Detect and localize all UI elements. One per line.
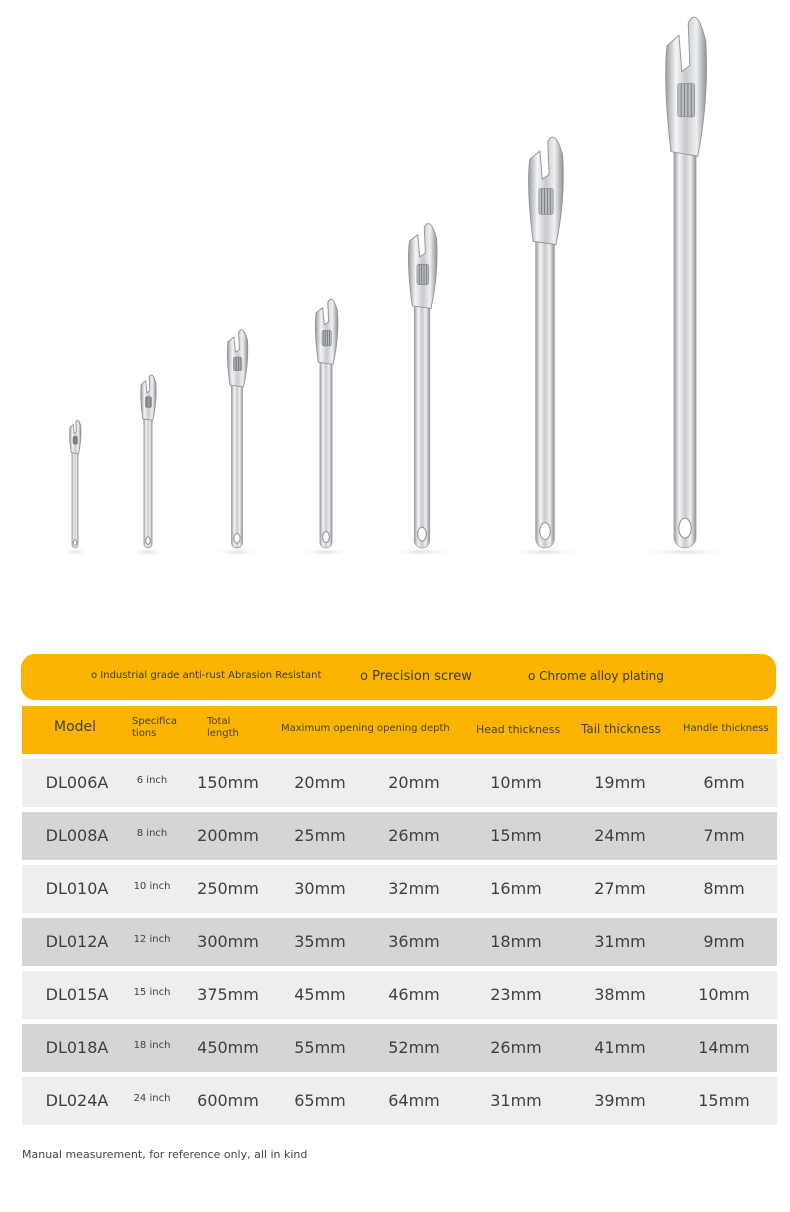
header-specifications: Specifica tions bbox=[132, 716, 178, 739]
wrench-illustration bbox=[388, 224, 455, 556]
cell-depth: 46mm bbox=[388, 985, 440, 1004]
header-handle-thickness: Handle thickness bbox=[683, 723, 769, 734]
cell-model: DL008A bbox=[45, 826, 109, 845]
features-banner bbox=[21, 654, 776, 700]
cell-handle: 8mm bbox=[703, 879, 745, 898]
cell-tail: 27mm bbox=[594, 879, 646, 898]
wrench-illustration bbox=[300, 299, 353, 556]
wrench-illustration bbox=[504, 137, 586, 556]
cell-model: DL010A bbox=[45, 879, 109, 898]
cell-head: 23mm bbox=[490, 985, 542, 1004]
cell-depth: 64mm bbox=[388, 1091, 440, 1110]
cell-opening: 35mm bbox=[294, 932, 346, 951]
cell-head: 16mm bbox=[490, 879, 542, 898]
cell-length: 600mm bbox=[197, 1091, 259, 1110]
cell-tail: 39mm bbox=[594, 1091, 646, 1110]
cell-depth: 26mm bbox=[388, 826, 440, 845]
cell-opening: 55mm bbox=[294, 1038, 346, 1057]
cell-handle: 10mm bbox=[698, 985, 750, 1004]
header-total-length: Total length bbox=[207, 716, 239, 739]
cell-head: 15mm bbox=[490, 826, 542, 845]
cell-spec: 6 inch bbox=[136, 775, 168, 786]
cell-length: 250mm bbox=[197, 879, 259, 898]
cell-handle: 15mm bbox=[698, 1091, 750, 1110]
cell-spec: 15 inch bbox=[133, 987, 171, 998]
cell-spec: 12 inch bbox=[133, 934, 171, 945]
wrench-illustration bbox=[62, 420, 88, 556]
cell-tail: 38mm bbox=[594, 985, 646, 1004]
cell-opening: 65mm bbox=[294, 1091, 346, 1110]
cell-depth: 36mm bbox=[388, 932, 440, 951]
header-max-opening-depth: Maximum opening opening depth bbox=[281, 723, 450, 734]
cell-handle: 7mm bbox=[703, 826, 745, 845]
cell-opening: 30mm bbox=[294, 879, 346, 898]
table-row bbox=[22, 971, 777, 1019]
header-head-thickness: Head thickness bbox=[476, 723, 561, 736]
cell-handle: 14mm bbox=[698, 1038, 750, 1057]
wrench-illustration bbox=[130, 375, 166, 556]
cell-depth: 20mm bbox=[388, 773, 440, 792]
feature-chrome-plating: o Chrome alloy plating bbox=[528, 669, 664, 683]
cell-handle: 9mm bbox=[703, 932, 745, 951]
cell-opening: 25mm bbox=[294, 826, 346, 845]
table-row bbox=[22, 865, 777, 913]
cell-length: 375mm bbox=[197, 985, 259, 1004]
header-tail-thickness: Tail thickness bbox=[581, 722, 661, 736]
cell-head: 26mm bbox=[490, 1038, 542, 1057]
cell-model: DL024A bbox=[45, 1091, 109, 1110]
table-row bbox=[22, 1024, 777, 1072]
cell-model: DL006A bbox=[45, 773, 109, 792]
cell-handle: 6mm bbox=[703, 773, 745, 792]
header-model: Model bbox=[54, 719, 97, 735]
table-row bbox=[22, 1077, 777, 1125]
cell-tail: 31mm bbox=[594, 932, 646, 951]
cell-opening: 45mm bbox=[294, 985, 346, 1004]
wrench-illustration bbox=[213, 330, 261, 556]
cell-length: 150mm bbox=[197, 773, 259, 792]
cell-depth: 52mm bbox=[388, 1038, 440, 1057]
cell-head: 31mm bbox=[490, 1091, 542, 1110]
cell-model: DL018A bbox=[45, 1038, 109, 1057]
cell-opening: 20mm bbox=[294, 773, 346, 792]
cell-tail: 24mm bbox=[594, 826, 646, 845]
cell-spec: 10 inch bbox=[133, 881, 171, 892]
cell-model: DL012A bbox=[45, 932, 109, 951]
table-row bbox=[22, 759, 777, 807]
cell-spec: 8 inch bbox=[136, 828, 168, 839]
cell-spec: 18 inch bbox=[133, 1040, 171, 1051]
footer-note: Manual measurement, for reference only, all in kind bbox=[22, 1148, 308, 1161]
cell-depth: 32mm bbox=[388, 879, 440, 898]
cell-tail: 19mm bbox=[594, 773, 646, 792]
cell-spec: 24 inch bbox=[133, 1093, 171, 1104]
cell-length: 200mm bbox=[197, 826, 259, 845]
cell-length: 450mm bbox=[197, 1038, 259, 1057]
feature-precision-screw: o Precision screw bbox=[360, 669, 472, 684]
cell-head: 10mm bbox=[490, 773, 542, 792]
wrench-illustration bbox=[637, 17, 733, 556]
table-row bbox=[22, 918, 777, 966]
table-header bbox=[22, 706, 777, 754]
cell-tail: 41mm bbox=[594, 1038, 646, 1057]
cell-head: 18mm bbox=[490, 932, 542, 951]
table-row bbox=[22, 812, 777, 860]
cell-length: 300mm bbox=[197, 932, 259, 951]
feature-anti-rust: o Industrial grade anti-rust Abrasion Resistant bbox=[91, 670, 322, 681]
cell-model: DL015A bbox=[45, 985, 109, 1004]
